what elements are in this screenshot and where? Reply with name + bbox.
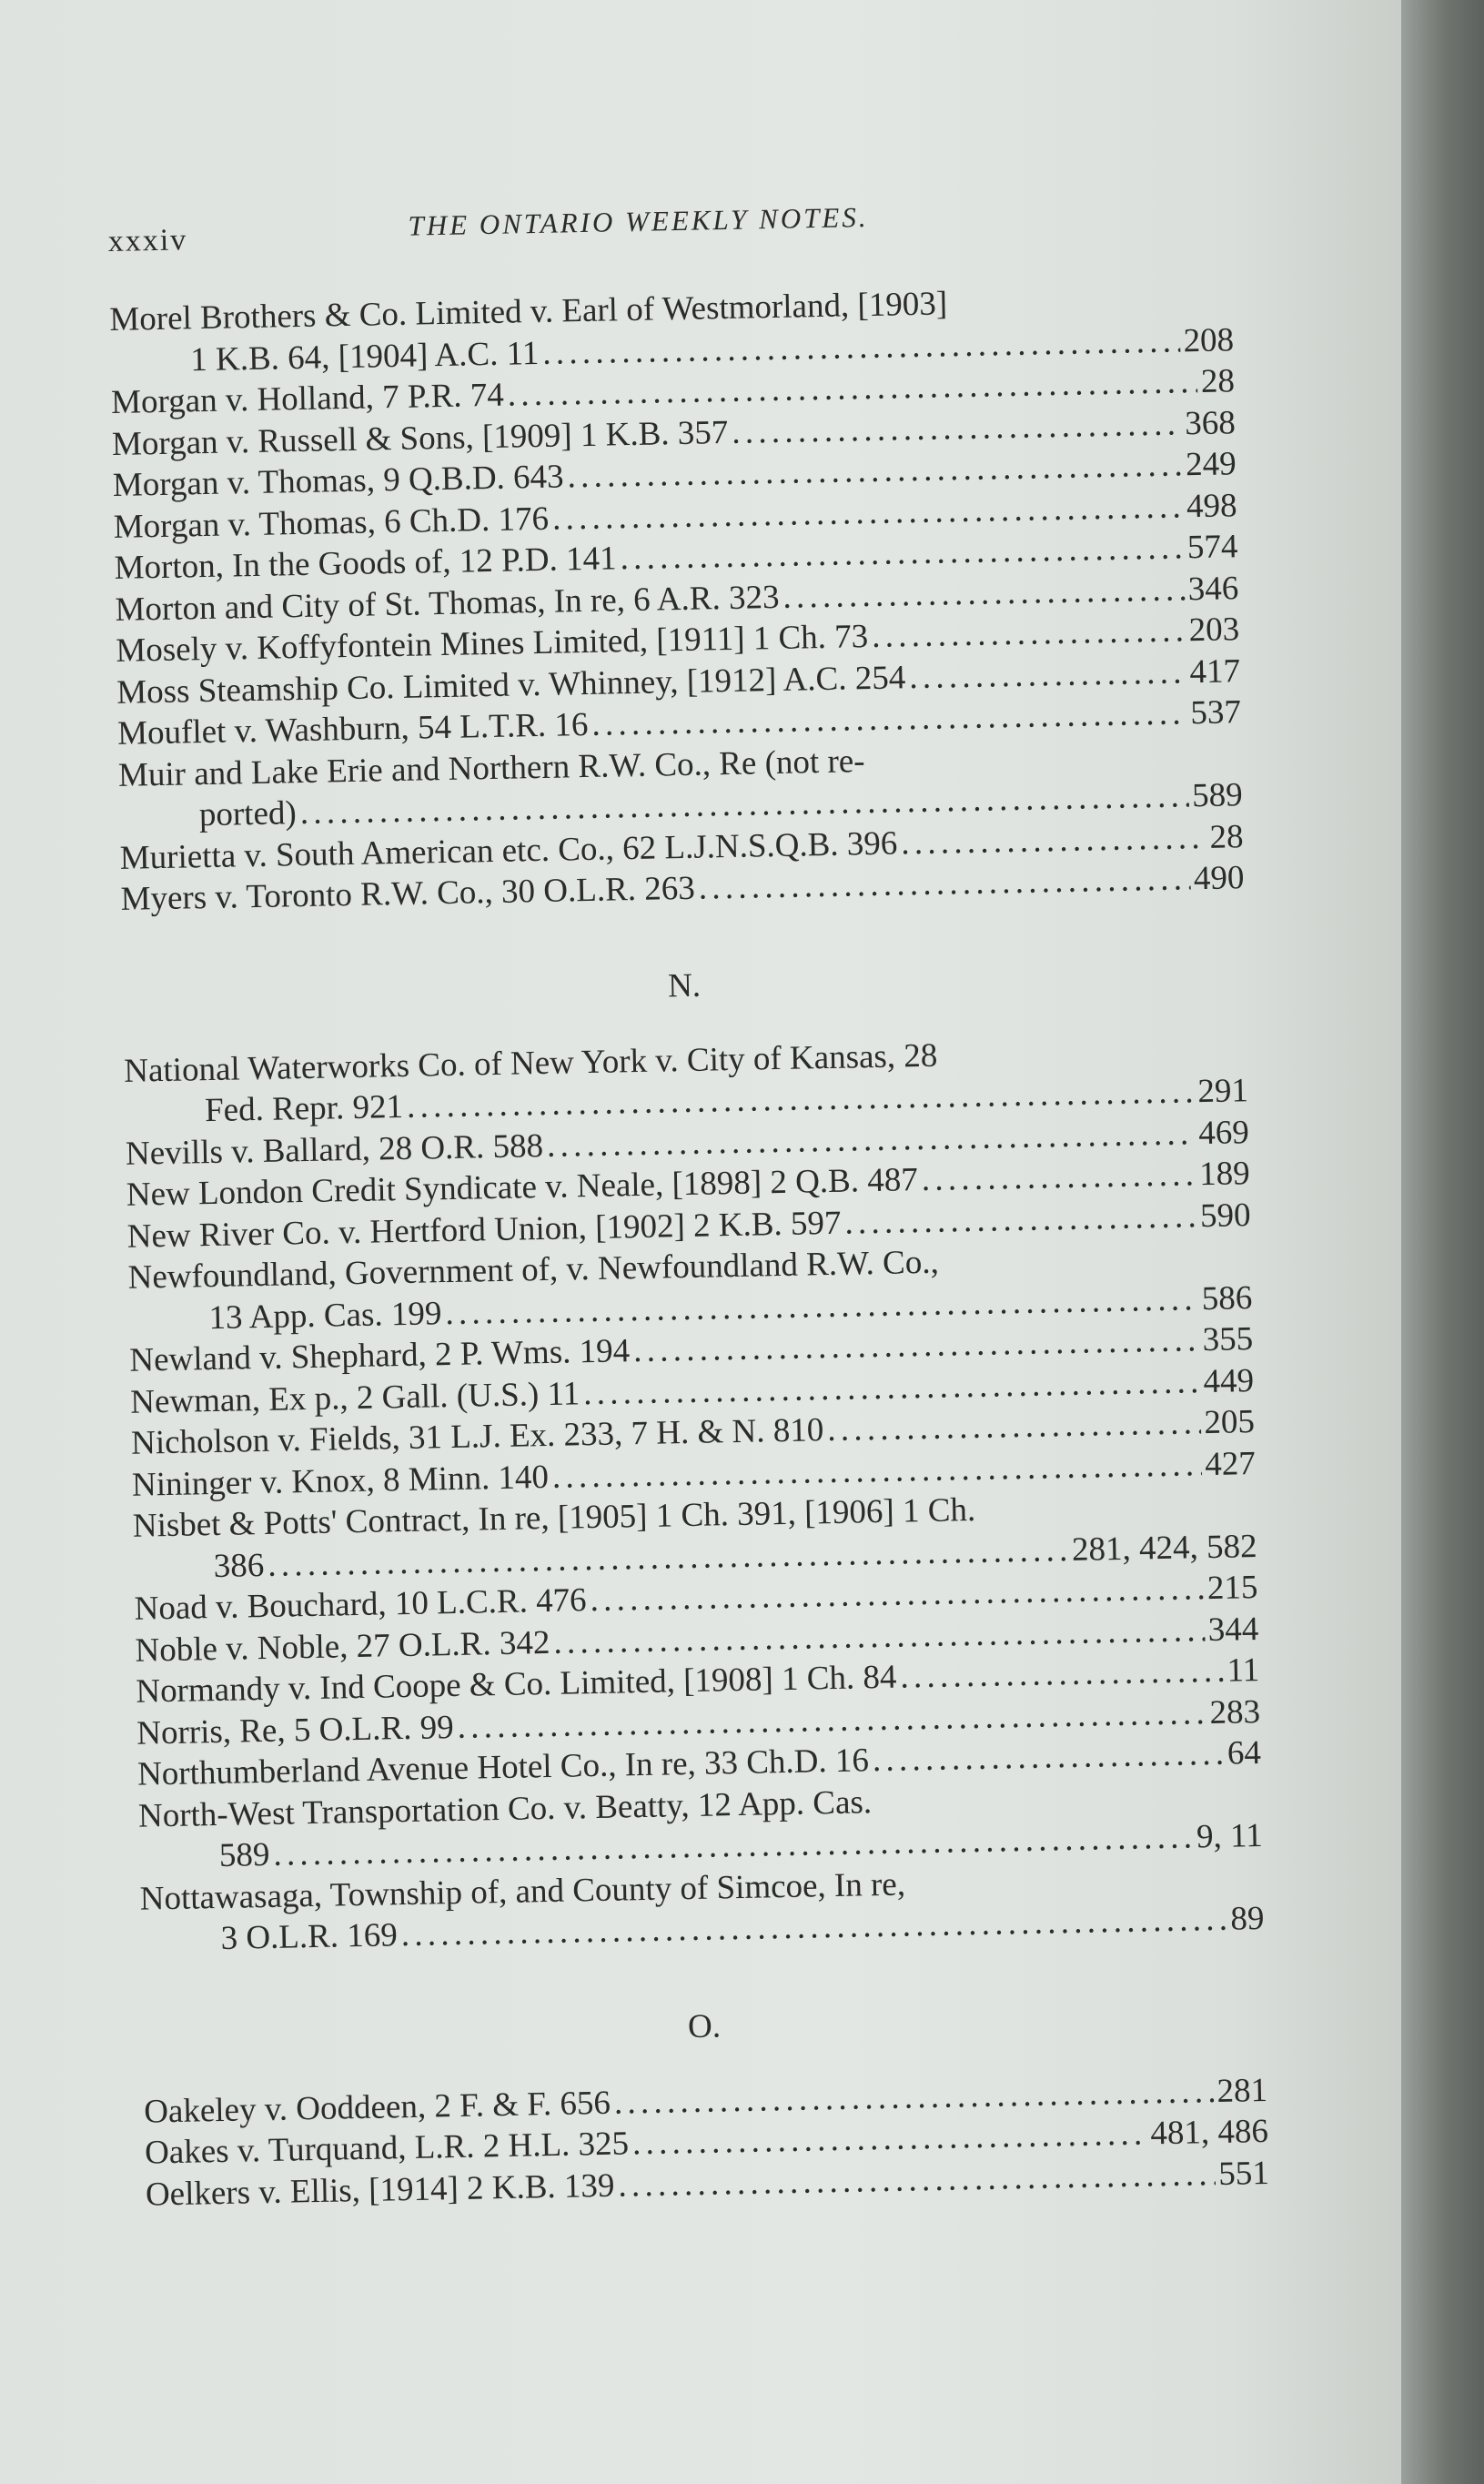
entry-citation: Morgan v. Thomas, 9 Q.B.D. 643 <box>112 458 564 504</box>
entry-first-line: Nisbet & Potts' Contract, In re, [1905] 1 Ch. 391, [1906] 1 Ch. <box>132 1490 976 1545</box>
entry-citation: 1 K.B. 64, [1904] A.C. 11 <box>189 334 540 379</box>
dot-leader <box>921 1154 1196 1200</box>
entry-citation: Noble v. Noble, 27 O.L.R. 342 <box>135 1623 550 1670</box>
page-reference: 355 <box>1202 1320 1254 1359</box>
dot-leader <box>844 1196 1197 1244</box>
page-reference: 208 <box>1183 320 1235 359</box>
entry-citation: Nininger v. Knox, 8 Minn. 140 <box>131 1458 550 1504</box>
entry-citation: Newland v. Shephard, 2 P. Wms. 194 <box>128 1332 631 1379</box>
entry-citation: Nicholson v. Fields, 31 L.J. Ex. 233, 7 H. & N. 810 <box>130 1411 824 1462</box>
dot-leader <box>698 858 1190 909</box>
page-reference: 490 <box>1193 859 1245 898</box>
page-reference: 551 <box>1217 2154 1270 2193</box>
entry-citation: Murietta v. South American etc. Co., 62 L.J.N.S.Q.B. 396 <box>119 823 898 877</box>
page-reference: 281, 424, 582 <box>1071 1527 1257 1569</box>
entry-citation: Northumberland Avenue Hotel Co., In re, 33 Ch.D. 16 <box>136 1742 870 1793</box>
entry-first-line: North-West Transportation Co. v. Beatty, 12 App. Cas. <box>137 1782 873 1835</box>
entry-citation: Nevills v. Ballard, 28 O.R. 588 <box>125 1126 544 1173</box>
dot-leader <box>827 1402 1201 1450</box>
page-content <box>107 183 1269 2215</box>
page-reference: 28 <box>1200 362 1236 400</box>
entry-citation: Normandy v. Ind Coope & Co. Limited, [1908] 1 Ch. 84 <box>135 1658 897 1711</box>
page-reference: 64 <box>1227 1733 1262 1772</box>
page-reference: 481, 486 <box>1150 2112 1269 2153</box>
page-reference: 189 <box>1198 1155 1251 1194</box>
page-reference: 449 <box>1203 1361 1255 1400</box>
entry-first-line: Muir and Lake Erie and Northern R.W. Co., Re (not re- <box>117 742 865 794</box>
page-reference: 469 <box>1197 1113 1250 1152</box>
entry-citation: 13 App. Cas. 199 <box>208 1294 442 1337</box>
page-reference: 586 <box>1201 1278 1253 1318</box>
page-reference: 203 <box>1188 611 1240 650</box>
entry-citation: Norris, Re, 5 O.L.R. 99 <box>136 1708 454 1752</box>
page-reference: 344 <box>1207 1610 1259 1649</box>
entry-citation: Morton and City of St. Thomas, In re, 6 A.R. 323 <box>115 578 780 629</box>
entry-citation: Morgan v. Holland, 7 P.R. 74 <box>110 376 505 421</box>
page-reference: 574 <box>1186 528 1238 567</box>
page-reference: 205 <box>1204 1403 1256 1442</box>
entry-citation: Morton, In the Goods of, 12 P.D. 141 <box>114 540 617 587</box>
dot-leader <box>900 1651 1224 1698</box>
page-reference: 590 <box>1199 1196 1251 1235</box>
page-reference: 215 <box>1206 1569 1258 1608</box>
section-letter: O. <box>687 2006 722 2045</box>
entry-citation: ported) <box>198 794 298 834</box>
entry-citation: Myers v. Toronto R.W. Co., 30 O.L.R. 263 <box>120 869 696 918</box>
page-folio: xxxiv <box>107 223 188 258</box>
page-reference: 249 <box>1185 445 1237 484</box>
entry-citation: Oelkers v. Ellis, [1914] 2 K.B. 139 <box>145 2166 615 2214</box>
journal-title: THE ONTARIO WEEKLY NOTES. <box>408 200 869 242</box>
entry-first-line: Morel Brothers & Co. Limited v. Earl of Westmorland, [1903] <box>109 285 948 338</box>
page-reference: 28 <box>1209 817 1244 856</box>
page-reference: 537 <box>1190 693 1242 732</box>
entry-citation: 589 <box>218 1835 270 1874</box>
page-reference: 11 <box>1227 1651 1260 1690</box>
dot-leader <box>872 610 1186 657</box>
entry-citation: New London Credit Syndicate v. Neale, [1898] 2 Q.B. 487 <box>126 1161 919 1214</box>
entry-citation: Oakes v. Turquand, L.R. 2 H.L. 325 <box>144 2125 630 2172</box>
page-reference: 9, 11 <box>1196 1816 1264 1856</box>
page-reference: 368 <box>1184 403 1237 442</box>
entry-citation: Mouflet v. Washburn, 54 L.T.R. 16 <box>116 705 589 752</box>
page-reference: 281 <box>1216 2071 1268 2110</box>
page-reference: 498 <box>1186 486 1237 525</box>
entry-citation: 386 <box>213 1546 265 1585</box>
entry-citation: 3 O.L.R. 169 <box>220 1916 399 1957</box>
entry-citation: Mosely v. Koffyfontein Mines Limited, [1911] 1 Ch. 73 <box>116 618 869 670</box>
page-reference: 417 <box>1189 651 1241 691</box>
entry-citation: Morgan v. Russell & Sons, [1909] 1 K.B. 357 <box>111 413 729 463</box>
entry-first-line: Nottawasaga, Township of, and County of Simcoe, In re, <box>139 1865 906 1918</box>
entry-citation: Fed. Repr. 921 <box>204 1087 404 1130</box>
page-reference: 427 <box>1204 1444 1257 1483</box>
page-reference: 346 <box>1187 569 1239 608</box>
entry-citation: New River Co. v. Hertford Union, [1902] 2 K.B. 597 <box>126 1204 842 1256</box>
section-letter: N. <box>667 966 702 1005</box>
entry-first-line: Newfoundland, Government of, v. Newfoundland R.W. Co., <box>127 1243 940 1297</box>
page-reference: 89 <box>1230 1899 1265 1938</box>
entry-first-line: National Waterworks Co. of New York v. City of Kansas, 28 <box>123 1036 938 1090</box>
entry-citation: Newman, Ex p., 2 Gall. (U.S.) 11 <box>129 1374 580 1421</box>
entry-citation: Morgan v. Thomas, 6 Ch.D. 176 <box>113 500 550 546</box>
dot-leader <box>909 651 1186 698</box>
entry-citation: Moss Steamship Co. Limited v. Whinney, [1912] A.C. 254 <box>116 658 906 712</box>
page-reference: 291 <box>1197 1072 1249 1111</box>
dot-leader <box>872 1733 1224 1782</box>
book-gutter <box>1401 0 1484 2484</box>
page-reference: 589 <box>1191 776 1244 815</box>
case-index <box>109 278 1269 2215</box>
dot-leader <box>901 816 1206 863</box>
page-reference: 283 <box>1209 1692 1261 1732</box>
entry-citation: Noad v. Bouchard, 10 L.C.R. 476 <box>134 1581 587 1628</box>
entry-citation: Oakeley v. Ooddeen, 2 F. & F. 656 <box>143 2084 611 2131</box>
